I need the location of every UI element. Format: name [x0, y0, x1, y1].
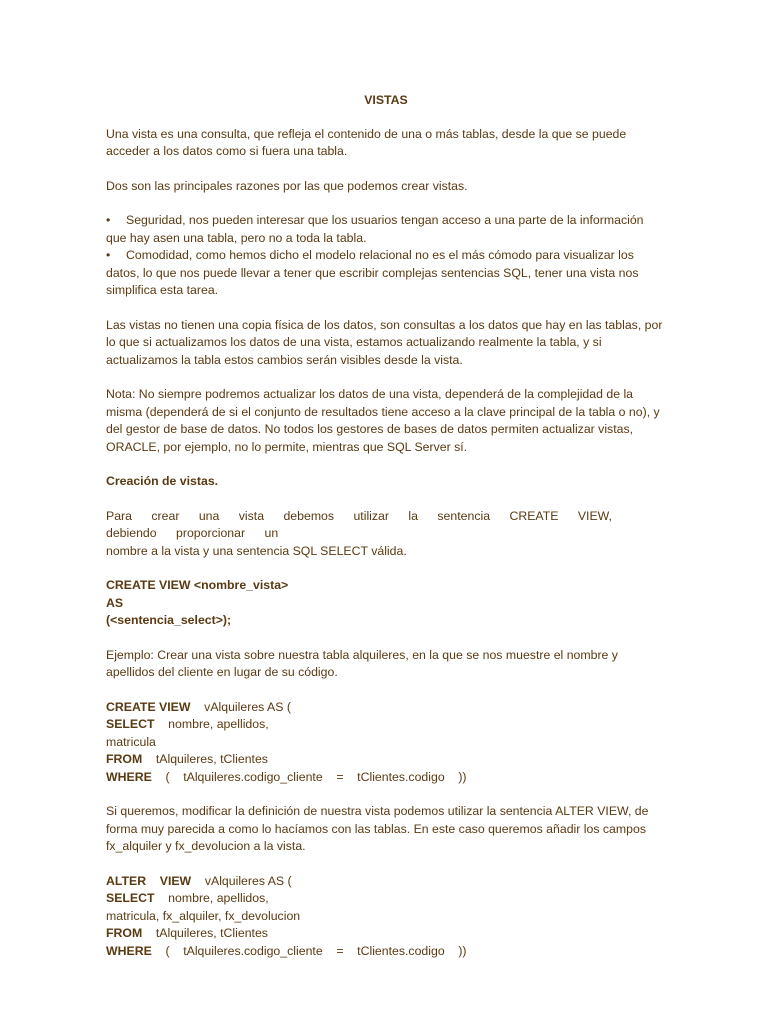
code-keyword: WHERE: [106, 769, 152, 784]
document-content: [106, 92, 666, 960]
code-keyword: SELECT: [106, 717, 155, 731]
create-view-line-2: nombre a la vista y una sentencia SQL SELECT válida.: [106, 543, 407, 558]
create-view-line-1: Para crear una vista debemos utilizar la sentencia CREATE VIEW, debiendo proporcionar un: [106, 508, 613, 540]
list-item: [106, 212, 666, 247]
bullet-text-security: Seguridad, nos pueden interesar que los usuarios tengan acceso a una parte de la información que hay asen una tabla, pero no a toda la tabla.: [106, 213, 644, 245]
code-line: [106, 699, 666, 717]
paragraph-reasons: Dos son las principales razones por las que podemos crear vistas.: [106, 178, 468, 193]
code-text: tAlquileres, tClientes: [142, 926, 268, 940]
list-item: [106, 247, 666, 300]
code-line: [106, 925, 666, 943]
code-text: vAlquileres AS (: [191, 873, 292, 888]
paragraph-create-view: [106, 508, 666, 561]
syntax-line: CREATE VIEW <nombre_vista>: [106, 578, 289, 592]
code-line: [106, 943, 666, 961]
page-title: VISTAS: [364, 93, 408, 107]
code-line: [106, 751, 666, 769]
code-keyword: SELECT: [106, 891, 155, 905]
code-text: vAlquileres AS (: [190, 699, 291, 714]
code-line: matricula: [106, 734, 156, 749]
paragraph-definition: Una vista es una consulta, que refleja el contenido de una o más tablas, desde la que se puede acceder a los datos como si fuera una tabla.: [106, 126, 627, 158]
section-heading-creation: Creación de vistas.: [106, 474, 219, 488]
code-text: nombre, apellidos,: [154, 717, 269, 731]
code-line: [106, 890, 666, 908]
bullet-icon: •: [106, 248, 111, 262]
bullet-icon: •: [106, 213, 111, 227]
code-text: nombre, apellidos,: [154, 891, 269, 905]
code-example-create: [106, 699, 666, 787]
code-text: ( tAlquileres.codigo_cliente = tClientes.codigo )): [151, 943, 467, 958]
code-keyword: FROM: [106, 926, 143, 940]
code-keyword: FROM: [106, 752, 143, 766]
syntax-line: AS: [106, 595, 124, 610]
reasons-list: [106, 212, 666, 300]
code-text: ( tAlquileres.codigo_cliente = tClientes.codigo )): [151, 769, 467, 784]
paragraph-alter-view: Si queremos, modificar la definición de nuestra vista podemos utilizar la sentencia ALTER VIEW, de forma muy parecida a como lo hacíamos con las tablas. En este caso queremos añadir los campos fx_alquiler y fx_devolucion a la vista.: [106, 804, 649, 853]
code-line: [106, 716, 666, 734]
code-keyword: CREATE VIEW: [106, 699, 191, 714]
code-keyword: ALTER VIEW: [106, 873, 192, 888]
paragraph-example: Ejemplo: Crear una vista sobre nuestra tabla alquileres, en la que se nos muestre el nombre y apellidos del cliente en lugar de su código.: [106, 647, 618, 679]
code-line: matricula, fx_alquiler, fx_devolucion: [106, 908, 301, 923]
code-text: tAlquileres, tClientes: [142, 752, 268, 766]
code-line: [106, 769, 666, 787]
syntax-block: [106, 577, 666, 630]
paragraph-physical-copy: Las vistas no tienen una copia física de los datos, son consultas a los datos que hay en las tablas, por lo que si actualizamos los datos de una vista, estamos actualizando realmente la tabla, y si actualizamos la tabla estos cambios serán visibles desde la vista.: [106, 317, 663, 367]
bullet-text-comfort: Comodidad, como hemos dicho el modelo relacional no es el más cómodo para visualizar los datos, lo que nos puede llevar a tener que escribir complejas sentencias SQL, tener una vista nos simplifica esta tarea.: [106, 248, 639, 297]
syntax-line: (<sentencia_select>);: [106, 613, 232, 627]
paragraph-note: Nota: No siempre podremos actualizar los datos de una vista, dependerá de la complejidad de la misma (dependerá de si el conjunto de resultados tiene acceso a la clave principal de la tabla o no), y del gestor de base de datos. No todos los gestores de bases de datos permiten actualizar vistas, ORACLE, por ejemplo, no lo permite, mientras que SQL Server sí.: [106, 387, 660, 454]
code-keyword: WHERE: [106, 943, 152, 958]
code-line: [106, 873, 666, 891]
code-example-alter: [106, 873, 666, 961]
